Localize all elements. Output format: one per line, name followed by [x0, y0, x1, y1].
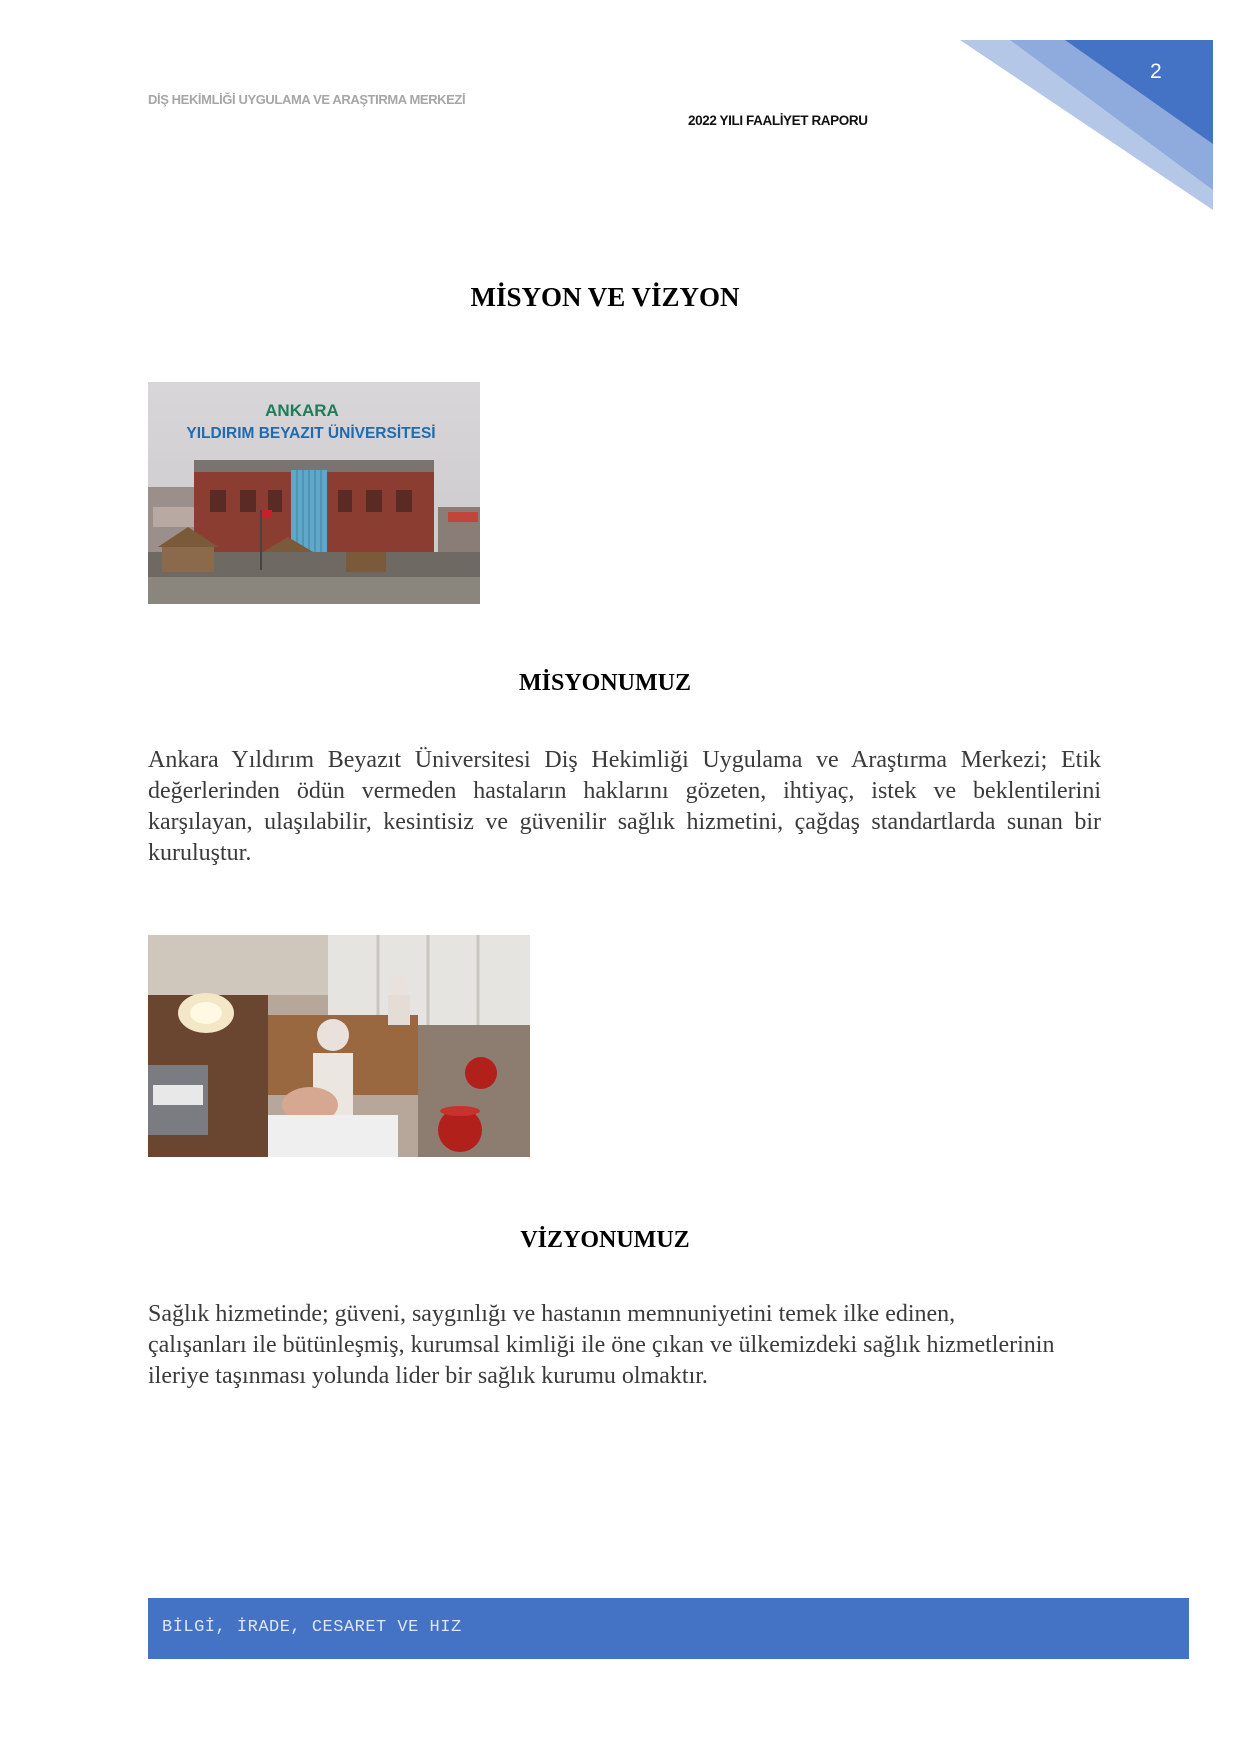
vision-line-2: çalışanları ile bütünleşmiş, kurumsal kimliği ile öne çıkan ve ülkemizdeki sağlık hizmetlerinin [148, 1332, 1055, 1358]
page-number: 2 [1150, 60, 1162, 83]
header-institution: DİŞ HEKİMLİĞİ UYGULAMA VE ARAŞTIRMA MERKEZİ [148, 92, 466, 107]
vision-text [148, 1299, 1101, 1392]
sign-line1: ANKARA [265, 401, 339, 420]
vision-line-3: ileriye taşınması yolunda lider bir sağlık kurumu olmaktır. [148, 1363, 708, 1389]
mission-text: Ankara Yıldırım Beyazıt Üniversitesi Diş Hekimliği Uygulama ve Araştırma Merkezi; Etik değerlerinden ödün vermeden hastaların haklarını gözeten, ihtiyaç, istek ve beklentilerini karşılayan, ulaşılabilir, kesintisiz ve güvenilir sağlık hizmetini, çağdaş standartlarda sunan bir kuruluştur. [148, 747, 1101, 866]
corner-decoration [960, 40, 1213, 210]
page-title: MİSYON VE VİZYON [470, 282, 740, 312]
header-report-title: 2022 YILI FAALİYET RAPORU [688, 113, 868, 128]
vision-line-1: Sağlık hizmetinde; güveni, saygınlığı ve hastanın memnuniyetini temek ilke edinen, [148, 1301, 956, 1327]
footer-bar [148, 1598, 1189, 1659]
dental-clinic-photo [148, 935, 530, 1157]
sign-line2: YILDIRIM BEYAZIT ÜNİVERSİTESİ [186, 425, 436, 442]
university-building-photo [148, 382, 480, 604]
footer-motto: BİLGİ, İRADE, CESARET VE HIZ [162, 1618, 462, 1637]
vision-heading: VİZYONUMUZ [520, 1227, 690, 1253]
mission-heading: MİSYONUMUZ [519, 670, 691, 696]
